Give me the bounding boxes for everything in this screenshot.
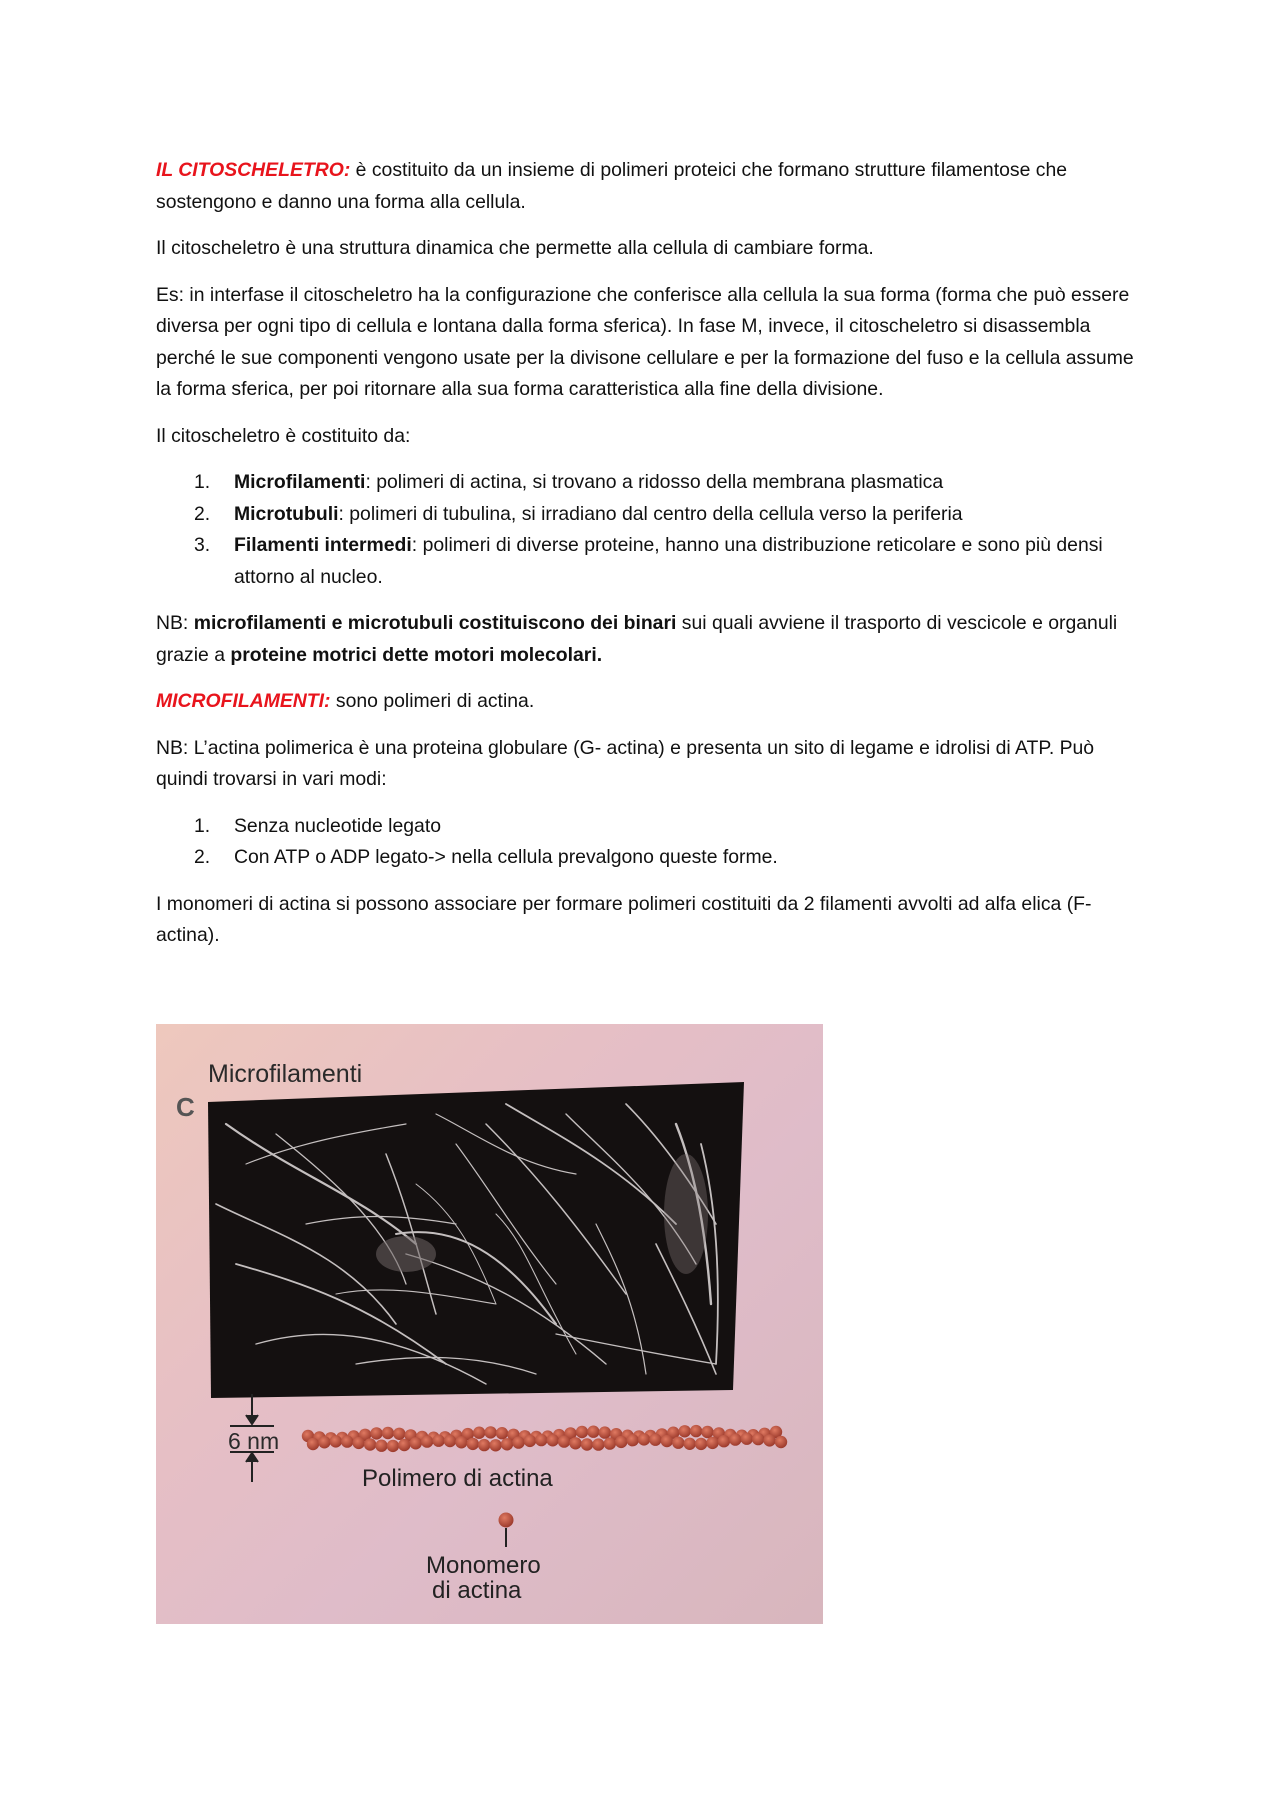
actin-bead xyxy=(330,1435,342,1447)
monomers-paragraph: I monomeri di actina si possono associare per formare polimeri costituiti da 2 filamenti avvolti ad alfa elica (F-actina). xyxy=(156,892,1092,946)
actin-bead xyxy=(672,1437,684,1449)
actin-bead xyxy=(370,1427,382,1439)
figure-title: Microfilamenti xyxy=(208,1060,363,1088)
list-number: 3. xyxy=(194,534,211,556)
actin-bead xyxy=(496,1427,508,1439)
actin-bead xyxy=(382,1427,394,1439)
actin-bead xyxy=(649,1434,661,1446)
intro-paragraph xyxy=(156,155,1136,218)
actin-bead xyxy=(467,1438,479,1450)
microfilamenti-heading: MICROFILAMENTI: xyxy=(156,690,331,712)
actin-bead xyxy=(473,1427,485,1439)
list-desc: : polimeri di diverse proteine, hanno una distribuzione reticolare e sono più densi attorno al nucleo. xyxy=(234,534,1103,588)
nb-prefix: NB: xyxy=(156,612,194,634)
list-number: 2. xyxy=(194,502,211,525)
actin-bead xyxy=(512,1436,524,1448)
actin-bead xyxy=(638,1433,650,1445)
nb-bold-2: proteine motrici dette motori molecolari. xyxy=(230,643,603,666)
actin-bead xyxy=(478,1439,490,1451)
actin-bead xyxy=(581,1438,593,1450)
actin-bead xyxy=(684,1438,696,1450)
actin-bead xyxy=(752,1433,764,1445)
list-term: Filamenti intermedi xyxy=(234,534,412,556)
monomer-label-line-2: di actina xyxy=(432,1577,522,1604)
actin-bead xyxy=(701,1426,713,1438)
actin-bead xyxy=(592,1438,604,1450)
actin-bead xyxy=(410,1437,422,1449)
monomer-label-line-1: Monomero xyxy=(426,1552,541,1579)
actin-bead xyxy=(706,1437,718,1449)
microfilament-figure xyxy=(156,1024,823,1624)
actin-bead xyxy=(587,1426,599,1438)
actin-bead xyxy=(455,1436,467,1448)
nb-mid: sui quali avviene il trasporto di vescicole e organuli grazie a xyxy=(156,612,1118,666)
actin-bead xyxy=(695,1438,707,1450)
list-item xyxy=(156,842,1136,874)
actin-bead xyxy=(393,1428,405,1440)
list-desc: : polimeri di tubulina, si irradiano dal centro della cellula verso la periferia xyxy=(338,502,963,525)
scale-label: 6 nm xyxy=(228,1428,280,1454)
list-item xyxy=(156,530,1136,593)
actin-bead xyxy=(679,1425,691,1437)
actin-bead xyxy=(489,1439,501,1451)
nb-bold-1: microfilamenti e microtubuli costituiscono dei binari xyxy=(193,612,677,634)
microfilamenti-text: sono polimeri di actina. xyxy=(330,690,535,712)
actin-bead xyxy=(763,1434,775,1446)
actin-bead xyxy=(661,1435,673,1447)
actin-bead xyxy=(729,1433,741,1445)
nb-binari-paragraph xyxy=(156,608,1136,671)
example-paragraph: Es: in interfase il citoscheletro ha la configurazione che conferisce alla cellula la sua forma (forma che può essere diversa per ogni tipo di cellula e lontana dalla forma sferica). In fase M, invece, il citoscheletro si disassembla perché le sue componenti vengono usate per la divisone cellulare e per la formazione del fuso e la cellula assume la forma sferica, per poi ritornare alla sua forma caratteristica alla fine della divisione. xyxy=(156,283,1134,400)
list-number: 1. xyxy=(194,814,211,837)
actin-bead xyxy=(775,1436,787,1448)
actin-bead xyxy=(690,1425,702,1437)
actin-bead xyxy=(398,1439,410,1451)
list-term: Microfilamenti xyxy=(234,471,366,493)
fluorescence-micrograph xyxy=(208,1082,744,1398)
figure-svg xyxy=(156,1024,823,1624)
actin-bead xyxy=(307,1438,319,1450)
microfilamenti-paragraph xyxy=(156,686,1136,718)
actin-bead xyxy=(387,1440,399,1452)
nb-actina-paragraph: NB: L’actina polimerica è una proteina globulare (G- actina) e presenta un sito di legame e idrolisi di ATP. Può quindi trovarsi in vari modi: xyxy=(156,736,1095,790)
actin-bead xyxy=(421,1435,433,1447)
actin-bead xyxy=(375,1440,387,1452)
list-desc: : polimeri di actina, si trovano a ridosso della membrana plasmatica xyxy=(365,471,944,493)
dynamic-paragraph: Il citoscheletro è una struttura dinamica che permette alla cellula di cambiare forma. xyxy=(156,237,874,259)
actin-monomer xyxy=(499,1513,514,1528)
actin-bead xyxy=(318,1436,330,1448)
actin-bead xyxy=(576,1426,588,1438)
actin-bead xyxy=(364,1438,376,1450)
list-item xyxy=(156,467,1136,499)
composition-paragraph: Il citoscheletro è costituito da: xyxy=(156,424,411,447)
actin-bead xyxy=(718,1435,730,1447)
actin-bead xyxy=(353,1437,365,1449)
actin-bead xyxy=(444,1435,456,1447)
list-term: Microtubuli xyxy=(234,502,339,525)
list-text: Con ATP o ADP legato-> nella cellula prevalgono queste forme. xyxy=(234,846,778,868)
list-item xyxy=(156,811,1136,843)
actin-bead xyxy=(547,1434,559,1446)
actin-bead xyxy=(341,1435,353,1447)
components-list xyxy=(156,467,1136,593)
actin-bead xyxy=(535,1434,547,1446)
actin-bead xyxy=(741,1433,753,1445)
actin-bead xyxy=(558,1435,570,1447)
actin-forms-list xyxy=(156,811,1136,874)
actin-polymer xyxy=(302,1425,787,1452)
actin-bead xyxy=(599,1426,611,1438)
document-page xyxy=(156,155,1136,967)
actin-bead xyxy=(524,1435,536,1447)
figure-panel-letter: C xyxy=(176,1092,195,1122)
list-number: 2. xyxy=(194,846,211,868)
polymer-label: Polimero di actina xyxy=(362,1465,553,1492)
actin-bead xyxy=(615,1436,627,1448)
actin-bead xyxy=(484,1426,496,1438)
actin-bead xyxy=(501,1438,513,1450)
actin-bead xyxy=(604,1437,616,1449)
list-number: 1. xyxy=(194,471,211,493)
intro-text: è costituito da un insieme di polimeri proteici che formano strutture filamentose che sostengono e danno una forma alla cellula. xyxy=(156,159,1068,213)
list-item xyxy=(156,499,1136,531)
actin-bead xyxy=(569,1437,581,1449)
intro-heading: IL CITOSCHELETRO: xyxy=(156,159,351,181)
actin-bead xyxy=(626,1434,638,1446)
list-text: Senza nucleotide legato xyxy=(234,814,441,837)
actin-bead xyxy=(432,1435,444,1447)
